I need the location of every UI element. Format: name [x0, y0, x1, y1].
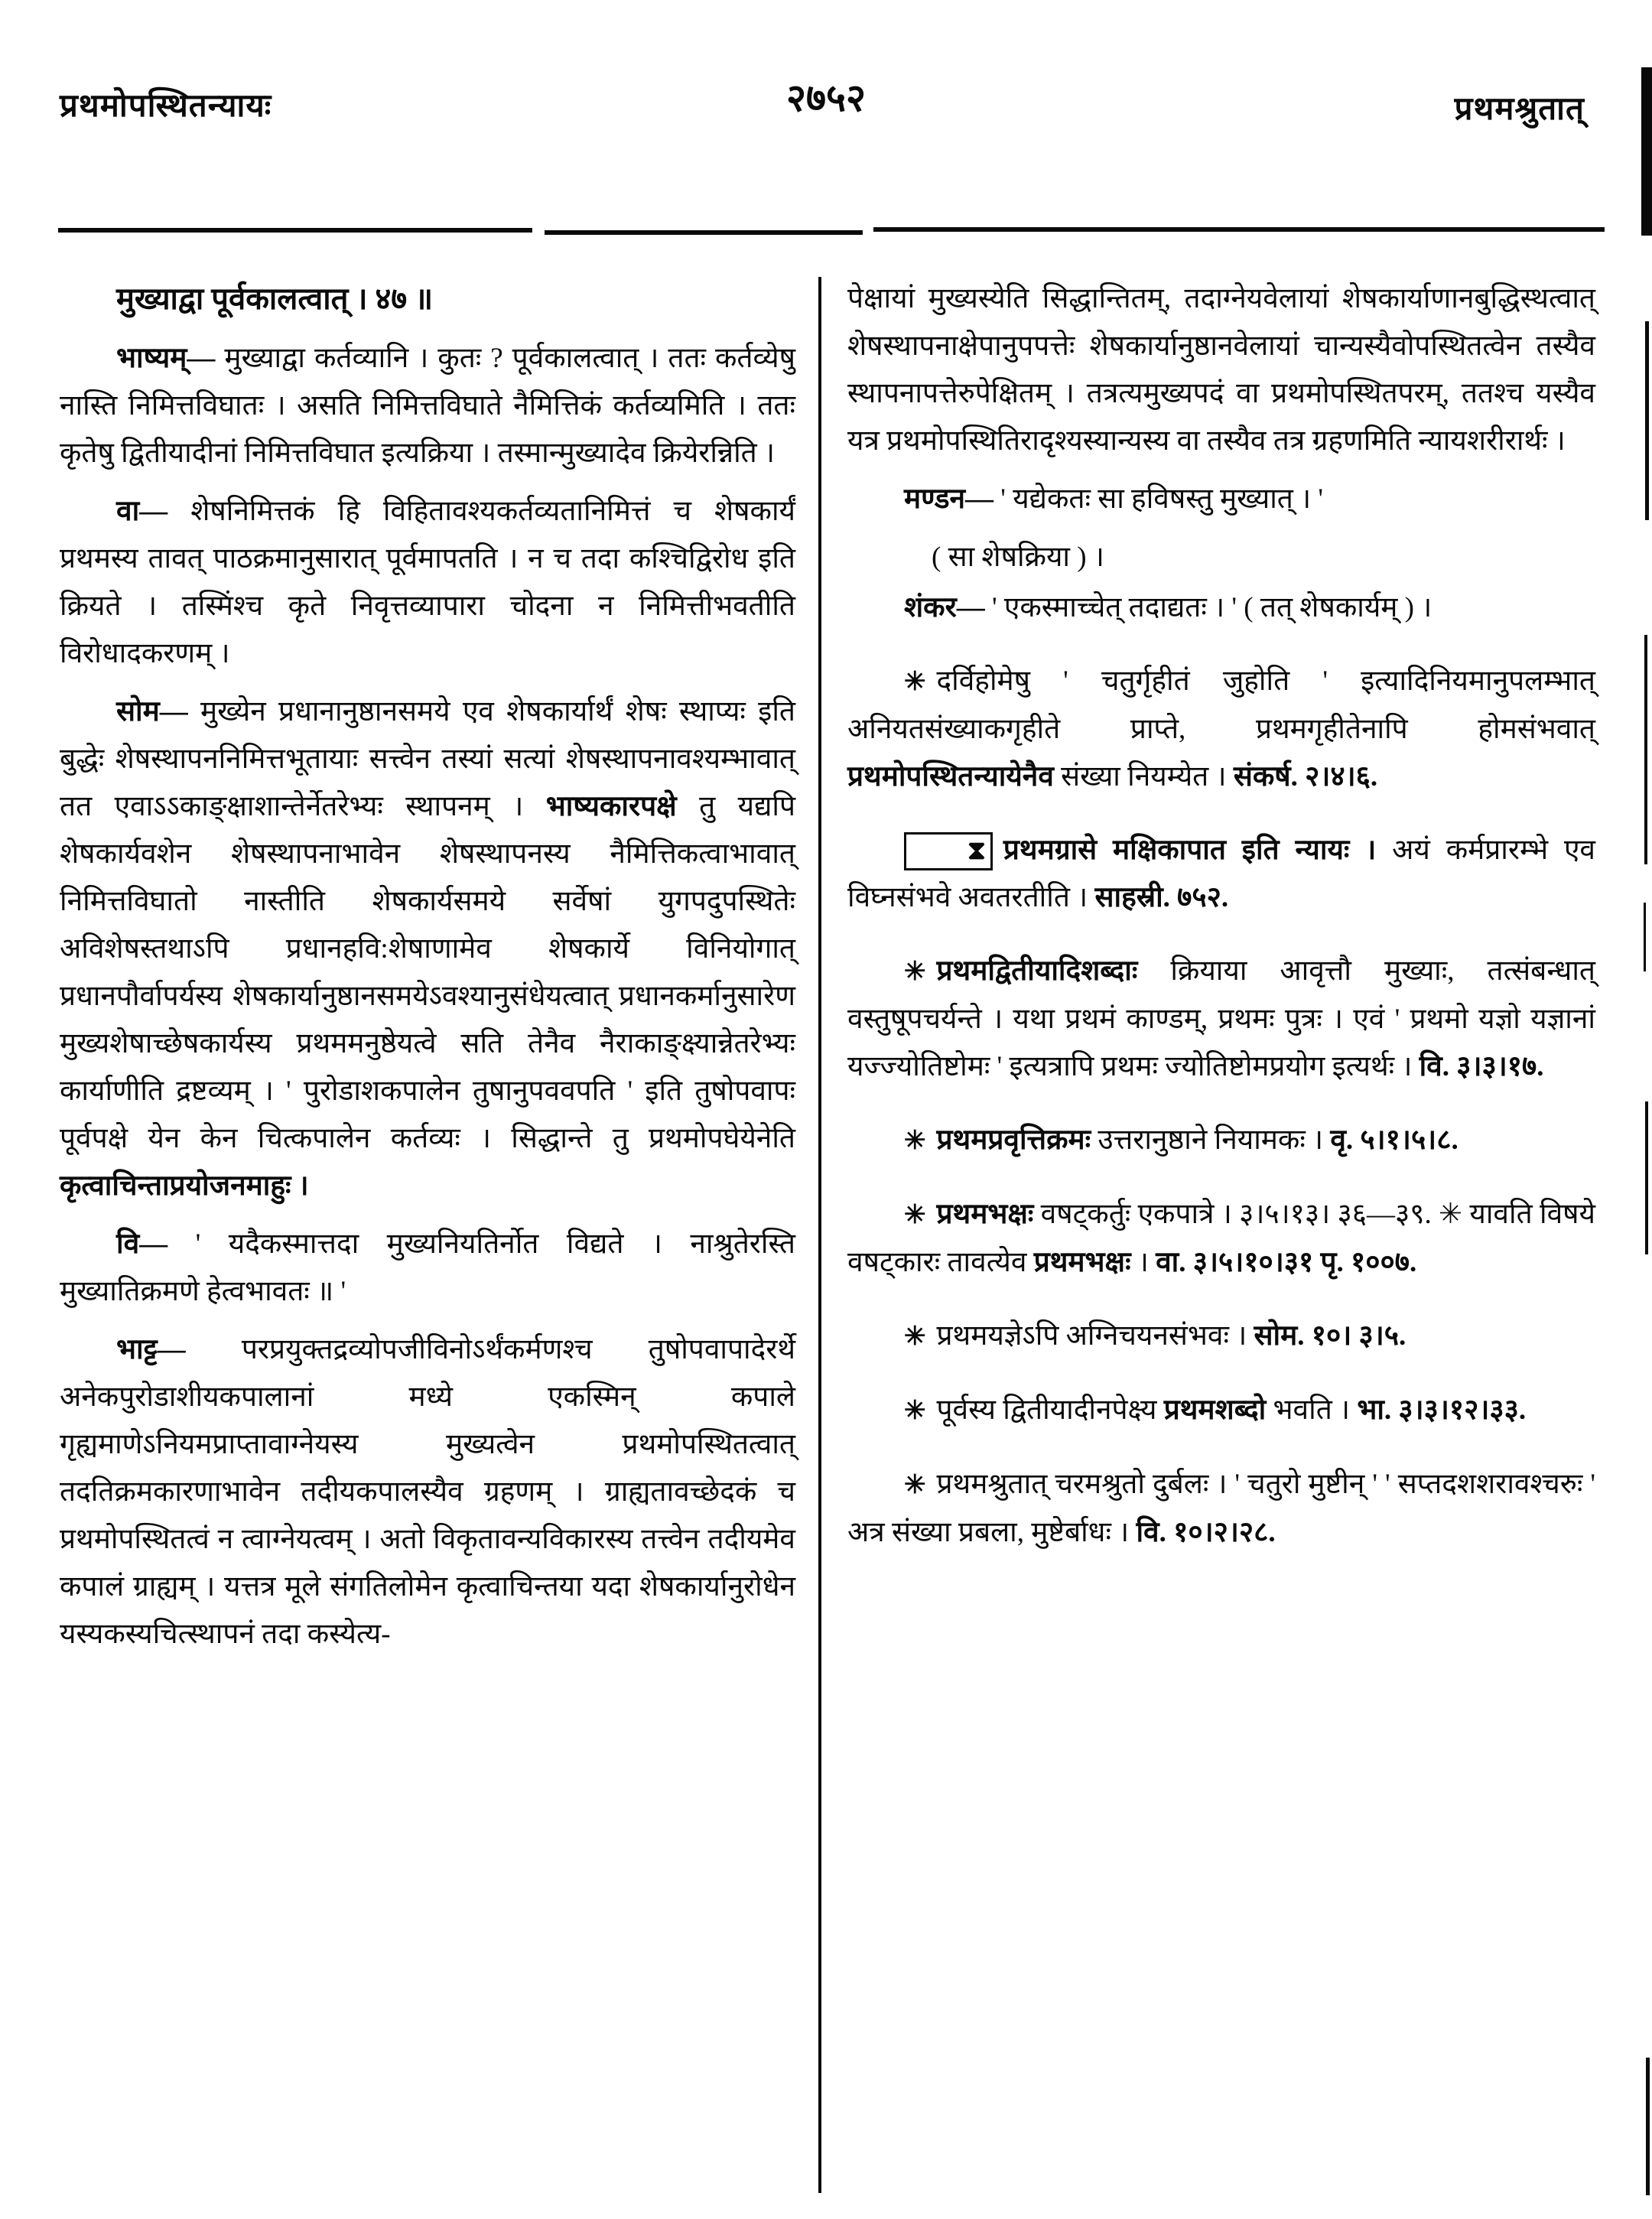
- scan-edge-artifact: [1645, 321, 1649, 520]
- text-run: प्रथमश्रुतात् चरमश्रुतो दुर्बलः । ' चतुरो मुष्टीन् ' ' सप्तदशशरावश्चरुः ' अत्र संख्या प्रबला, मुष्टेर्बाधः ।: [847, 1469, 1595, 1548]
- column-divider-rule: [818, 277, 821, 2193]
- paragraph-vi: [60, 1221, 795, 1316]
- header-rule-segment: [545, 230, 863, 235]
- bold-text-run: सोम—: [116, 696, 200, 727]
- paragraph-shankara: [847, 584, 1595, 632]
- bold-text-run: प्रथमभक्षः: [936, 1199, 1034, 1230]
- paragraph-bhatta: [60, 1326, 795, 1658]
- paragraph-bhashyam: [60, 335, 795, 477]
- text-run: वषट्कर्तुः एकपात्रे । ३।५।१३। ३६—३९. ✳ यावति विषये वषट्कारः तावत्येव: [847, 1199, 1595, 1278]
- paragraph-mandana: [847, 476, 1595, 523]
- text-run: मुख्येन प्रधानानुष्ठानसमये एव शेषकार्यार्थं शेषः स्थाप्यः इति बुद्धेः शेषस्थापननिमित्तभूतायाः सत्त्वेन तस्यां सत्यां शेषस्थापनावश्यम्भावात् तत एवाऽऽकाङ्क्षाशान्तेर्नेतरेभ्यः स्थापनम् ।: [60, 696, 795, 822]
- bold-text-run: संकर्ष. २।४।६.: [1233, 761, 1378, 792]
- column-right: [847, 275, 1595, 1567]
- page-number: २७५२: [786, 76, 866, 119]
- asterisk-icon: ✳: [904, 1127, 926, 1155]
- bold-text-run: भाष्यकारपक्षे: [545, 791, 677, 822]
- text-run: पूर्वस्य द्वितीयादीनपेक्ष्य: [936, 1394, 1164, 1426]
- asterisk-icon: ✳: [904, 1397, 926, 1425]
- nyaya-entry-prathamayajna: [847, 1313, 1595, 1361]
- text-run: दर्विहोमेषु ' चतुर्गृहीतं जुहोति ' इत्यादिनियमानुपलम्भात् अनियतसंख्याकगृहीते प्राप्ते, प्रथमगृहीतेनापि होमसंभवात्: [847, 665, 1595, 745]
- bold-text-run: भाट्ट—: [116, 1334, 242, 1365]
- nyaya-entry-darvihoma: [847, 658, 1595, 801]
- sutra-heading: [60, 275, 795, 323]
- bold-text-run: वि—: [116, 1228, 196, 1260]
- nyaya-entry-prathamagrase: [847, 827, 1595, 922]
- bold-text-run: मण्डन—: [904, 483, 1001, 515]
- bold-text-run: सोम. १०। ३।५.: [1254, 1320, 1406, 1352]
- asterisk-icon: ✳: [904, 668, 926, 696]
- text-run: ।: [1130, 1247, 1156, 1278]
- text-run: प्रथमयज्ञेऽपि अग्निचयनसंभवः ।: [936, 1320, 1254, 1352]
- bold-text-run: प्रथमग्रासे मक्षिकापात इति न्यायः ।: [1003, 835, 1377, 866]
- text-run: ' यदैकस्मात्तदा मुख्यनियतिर्नोत विद्यते । नाश्रुतेरस्ति मुख्यातिक्रमणे हेत्वभावतः ॥ ': [60, 1228, 795, 1307]
- paragraph-mandana-gloss: [847, 534, 1595, 581]
- ornament-icon: ⧗: [904, 832, 993, 870]
- bold-text-run: वि. ३।३।१७.: [1419, 1051, 1544, 1082]
- text-run: पेक्षायां मुख्यस्येति सिद्धान्तितम्, तदाग्नेयवेलायां शेषकार्याणानबुद्धिस्थत्वात् शेषस्थापनाक्षेपानुपपत्तेः शेषकार्यानुष्ठानवेलायां चान्यस्यैवोपस्थितत्वेन तस्यैव स्थापनापत्तेरुपेक्षितम् । तत्रत्यमुख्यपदं वा प्रथमोपस्थितपरम्, ततश्च यस्यैव यत्र प्रथमोपस्थितिरादृश्यस्यान्यस्य वा तस्यैव तत्र ग्रहणमिति न्यायशरीरार्थः ।: [847, 283, 1595, 457]
- bold-text-run: भाष्यम्—: [116, 343, 225, 374]
- text-run: अयं कर्मप्रारम्भे एव विघ्नसंभवे अवतरतीति ।: [847, 835, 1596, 913]
- text-run: मुख्याद्वा कर्तव्यानि । कुतः ? पूर्वकालत्वात् । ततः कर्तव्येषु नास्ति निमित्तविघातः । असति निमित्तविघाते नैमित्तिकं कर्तव्यमिति । ततः कृतेषु द्वितीयादीनां निमित्तविघात इत्यक्रिया । तस्मान्मुख्यादेव क्रियेरन्निति ।: [60, 343, 795, 469]
- bold-text-run: कृत्वाचिन्ताप्रयोजनमाहुः ।: [60, 1170, 309, 1202]
- text-run: मुख्याद्वा पूर्वकालत्वात् । ४७ ॥: [116, 281, 434, 316]
- scan-edge-artifact: [1646, 2058, 1650, 2195]
- bold-text-run: वृ. ५।१।५।८.: [1330, 1124, 1459, 1156]
- text-run: ' यद्येकतः सा हविषस्तु मुख्यात् । ': [1000, 483, 1324, 515]
- asterisk-icon: ✳: [904, 958, 926, 986]
- bold-text-run: वा—: [116, 496, 191, 527]
- text-run: उत्तरानुष्ठाने नियामकः ।: [1091, 1124, 1331, 1156]
- scan-edge-artifact: [1641, 67, 1652, 236]
- bold-text-run: वि. १०।२।२८.: [1136, 1517, 1276, 1548]
- bold-text-run: भा. ३।३।१२।३३.: [1357, 1394, 1527, 1426]
- header-rule-segment: [873, 227, 1605, 232]
- paragraph-va: [60, 488, 795, 678]
- text-run: ' एकस्माच्चेत् तदाद्यतः । ' ( तत् शेषकार्यम् ) ।: [991, 592, 1432, 623]
- text-run: परप्रयुक्तद्रव्योपजीविनोऽर्थंकर्मणश्च तुषोपवापादेरर्थे अनेकपुरोडाशीयकपालानां मध्ये एकस्मिन् कपाले गृह्यमाणेऽनियमप्राप्तावाग्नेयस्य मुख्यत्वेन प्रथमोपस्थितत्वात् तदतिक्रमकारणाभावेन तदीयकपालस्यैव ग्रहणम् । ग्राह्यतावच्छेदकं च प्रथमोपस्थितत्वं न त्वाग्नेयत्वम् । अतो विकृतावन्यविकारस्य तत्त्वेन तदीयमेव कपालं ग्राह्यम् । यत्तत्र मूले संगतिलोमेन कृत्वाचिन्तया यदा शेषकार्यानुरोधेन यस्यकस्यचित्स्थापनं तदा कस्येत्य-: [60, 1334, 795, 1650]
- paragraph-continuation: [847, 275, 1595, 465]
- bold-text-run: प्रथमशब्दो: [1163, 1394, 1267, 1426]
- asterisk-icon: ✳: [904, 1201, 926, 1229]
- text-run: ( सा शेषक्रिया ) ।: [932, 542, 1104, 573]
- text-run: क्रियाया आवृत्तौ मुख्याः, तत्संबन्धात् वस्तुषूपचर्यन्ते । यथा प्रथमं काण्डम्, प्रथमः पुत्रः । एवं ' प्रथमो यज्ञो यज्ञानां यज्ज्योतिष्टोमः ' इत्यत्रापि प्रथमः ज्योतिष्टोमप्रयोग इत्यर्थः ।: [847, 955, 1595, 1082]
- nyaya-entry-purvasya: [847, 1387, 1595, 1435]
- scan-edge-artifact: [1644, 635, 1647, 864]
- bold-text-run: साहस्री. ७५२.: [1094, 882, 1229, 913]
- bold-text-run: प्रथमभक्षः: [1033, 1247, 1131, 1278]
- bold-text-run: प्रथमद्वितीयादिशब्दाः: [936, 955, 1138, 987]
- nyaya-entry-prathamashrutat: [847, 1461, 1595, 1557]
- running-head-right: प्रथमश्रुतात्: [1454, 92, 1585, 127]
- bold-text-run: प्रथमोपस्थितन्यायेनैव: [847, 761, 1054, 792]
- paragraph-soma: [60, 688, 795, 1210]
- nyaya-entry-prathamabhaksha: [847, 1191, 1595, 1287]
- bold-text-run: वा. ३।५।१०।३१ पृ. १००७.: [1156, 1247, 1417, 1278]
- text-run: शेषनिमित्तकं हि विहितावश्यकर्तव्यतानिमित्तं च शेषकार्यं प्रथमस्य तावत् पाठक्रमानुसारात् पूर्वमापतति । न च तदा कश्चिद्विरोध इति क्रियते । तस्मिंश्च कृते निवृत्तव्यापारा चोदना न निमित्तीभवतीति विरोधादकरणम् ।: [60, 496, 796, 669]
- asterisk-icon: ✳: [904, 1471, 926, 1499]
- asterisk-icon: ✳: [904, 1323, 926, 1351]
- bold-text-run: शंकर—: [904, 592, 992, 623]
- column-left: [60, 275, 795, 1669]
- bold-text-run: प्रथमप्रवृत्तिक्रमः: [936, 1124, 1091, 1156]
- nyaya-entry-prathamadvitiya: [847, 948, 1595, 1091]
- running-head-left: प्रथमोपस्थितन्यायः: [60, 89, 272, 124]
- text-run: तु यद्यपि शेषकार्यवशेन शेषस्थापनाभावेन शेषस्थापनस्य नैमित्तिकत्वाभावात् निमित्तविघातो नास्तीति शेषकार्यसमये सर्वेषां युगपदुपस्थितेः अविशेषस्तथाऽपि प्रधानहवि:शेषाणामेव शेषकार्ये विनियोगात् प्रधानपौर्वापर्यस्य शेषकार्यानुष्ठानसमयेऽवश्यानुसंधेयत्वात् प्रधानकर्मानुसारेण मुख्यशेषाच्छेषकार्यस्य प्रथममनुष्ठेयत्वे सति तेनैव नैराकाङ्क्ष्यान्नेतरेभ्यः कार्याणीति द्रष्टव्यम् । ' पुरोडाशकपालेन तुषानुपववपति ' इति तुषोपवापः पूर्वपक्षे येन केन चित्कपालेन कर्तव्यः । सिद्धान्ते तु प्रथमोपघेयेनेति: [60, 791, 795, 1154]
- text-run: भवति ।: [1266, 1394, 1358, 1426]
- nyaya-entry-pravrittikrama: [847, 1117, 1595, 1165]
- scan-edge-artifact: [1644, 903, 1646, 971]
- text-run: संख्या नियम्येत ।: [1053, 761, 1234, 792]
- scan-edge-artifact: [1645, 1101, 1648, 1254]
- header-rule-segment: [58, 228, 532, 233]
